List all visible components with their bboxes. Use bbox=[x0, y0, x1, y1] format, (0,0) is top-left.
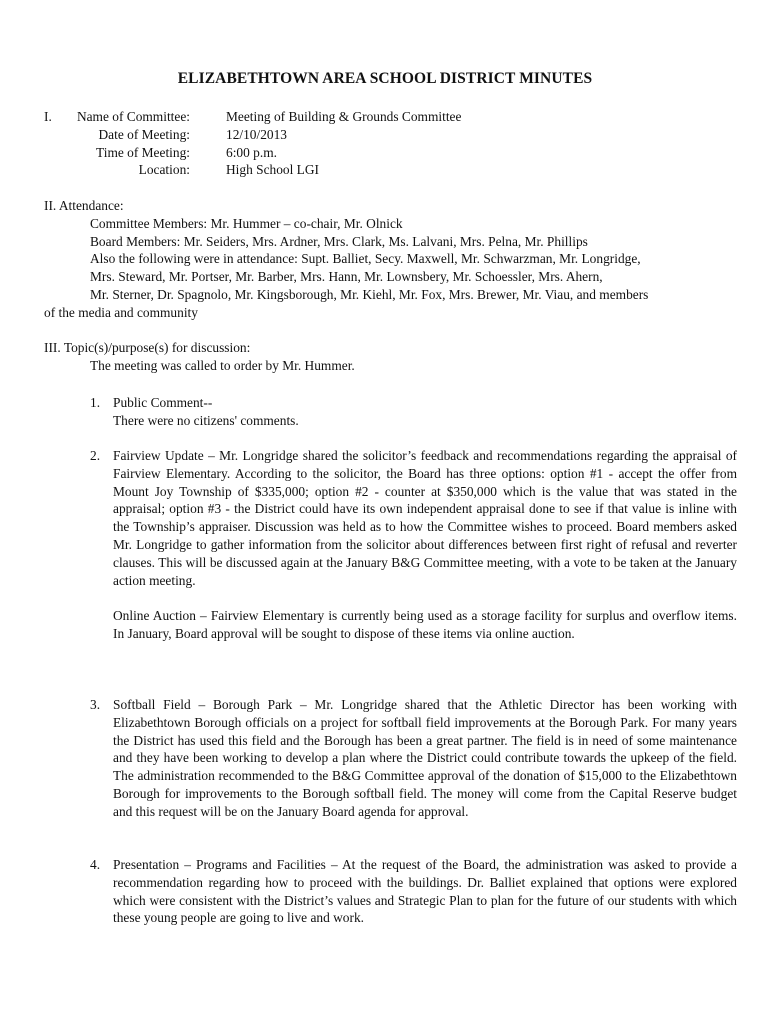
attendance-heading: II. Attendance: bbox=[44, 198, 124, 213]
info-value: 12/10/2013 bbox=[226, 126, 288, 142]
meeting-info-section bbox=[44, 108, 461, 179]
topics-section bbox=[44, 339, 744, 375]
meeting-info-row bbox=[44, 108, 461, 126]
list-item bbox=[90, 447, 740, 643]
meeting-info-row bbox=[44, 144, 461, 162]
also-attending-line: Mrs. Steward, Mr. Portser, Mr. Barber, Mrs. Hann, Mr. Lownsbery, Mr. Schoessler, Mrs. Ahern, bbox=[90, 269, 603, 285]
item-number: 4. bbox=[90, 857, 101, 872]
item-paragraph: Presentation – Programs and Facilities – At the request of the Board, the administration was asked to provide a recommendation regarding how to proceed with the buildings. Dr. Balliet explained that options were explored which were consistent with the District’s values and Strategic Plan to plan for the future of our students with which these young people are going to live and work. bbox=[113, 857, 737, 926]
info-label: Time of Meeting: bbox=[96, 144, 190, 160]
item-number: 2. bbox=[90, 448, 101, 463]
info-label: Name of Committee: bbox=[76, 109, 190, 124]
item-number: 3. bbox=[90, 697, 101, 712]
meeting-info-row bbox=[44, 126, 461, 144]
meeting-info-row bbox=[44, 161, 461, 179]
item-paragraph: Public Comment-- bbox=[113, 395, 213, 410]
info-value: Meeting of Building & Grounds Committee bbox=[226, 109, 462, 124]
info-label: Location: bbox=[138, 162, 190, 178]
attendance-section bbox=[44, 197, 744, 322]
list-item bbox=[90, 856, 740, 927]
also-attending-line: Mr. Sterner, Dr. Spagnolo, Mr. Kingsborough, Mr. Kiehl, Mr. Fox, Mrs. Brewer, Mr. Viau, and members bbox=[90, 286, 649, 302]
topics-heading: III. Topic(s)/purpose(s) for discussion: bbox=[44, 340, 251, 355]
item-paragraph: Softball Field – Borough Park – Mr. Longridge shared that the Athletic Director has been working with Elizabethtown Borough officials on a project for softball field improvements at the Borough Park. For many years the District has used this field and the Borough has been a great partner. The field is in need of some maintenance and they have been working to develop a plan where the District could contribute towards the upkeep of the field. The administration recommended to the B&G Committee approval of the donation of $15,000 to the Elizabethtown Borough for improvements to the Borough softball field. The money will come from the Capital Reserve budget and this request will be on the January Board agenda for approval. bbox=[113, 697, 737, 819]
committee-members: Committee Members: Mr. Hummer – co-chair, Mr. Olnick bbox=[90, 215, 403, 231]
info-value: High School LGI bbox=[226, 162, 319, 178]
topics-intro: The meeting was called to order by Mr. Hummer. bbox=[90, 357, 355, 373]
board-members: Board Members: Mr. Seiders, Mrs. Ardner, Mrs. Clark, Ms. Lalvani, Mrs. Pelna, Mr. Phillips bbox=[90, 233, 588, 249]
item-number: 1. bbox=[90, 395, 101, 410]
item-paragraph: Fairview Update – Mr. Longridge shared the solicitor’s feedback and recommendations regarding the appraisal of Fairview Elementary. According to the solicitor, the Board has three options: option #1 - accept the offer from Mount Joy Township of $335,000; option #2 - counter at $350,000 which is the value that was stated in the appraisal; option #3 - the District could have its own independent appraisal done to see if that value is inline with the Township’s appraiser. Discussion was held as to how the Committee wishes to proceed. Board members asked Mr. Longridge to gather information from the solicitor about differences between first right of refusal and reverter clauses. This will be discussed again at the January B&G Committee meeting, with a vote to be taken at the January action meeting. bbox=[113, 448, 737, 588]
list-item bbox=[90, 394, 740, 430]
item-paragraph: There were no citizens' comments. bbox=[113, 412, 299, 428]
item-paragraph: Online Auction – Fairview Elementary is currently being used as a storage facility for surplus and overflow items. In January, Board approval will be sought to dispose of these items via online auction. bbox=[113, 608, 737, 641]
document-title: ELIZABETHTOWN AREA SCHOOL DISTRICT MINUTES bbox=[177, 70, 593, 87]
also-attending-line: Also the following were in attendance: Supt. Balliet, Secy. Maxwell, Mr. Schwarzman, Mr. Longridge, bbox=[90, 251, 641, 267]
list-item bbox=[90, 696, 740, 821]
info-value: 6:00 p.m. bbox=[226, 144, 277, 160]
info-label: Date of Meeting: bbox=[98, 126, 190, 142]
section-numeral: I. bbox=[44, 109, 52, 124]
also-attending-line: of the media and community bbox=[44, 304, 198, 320]
